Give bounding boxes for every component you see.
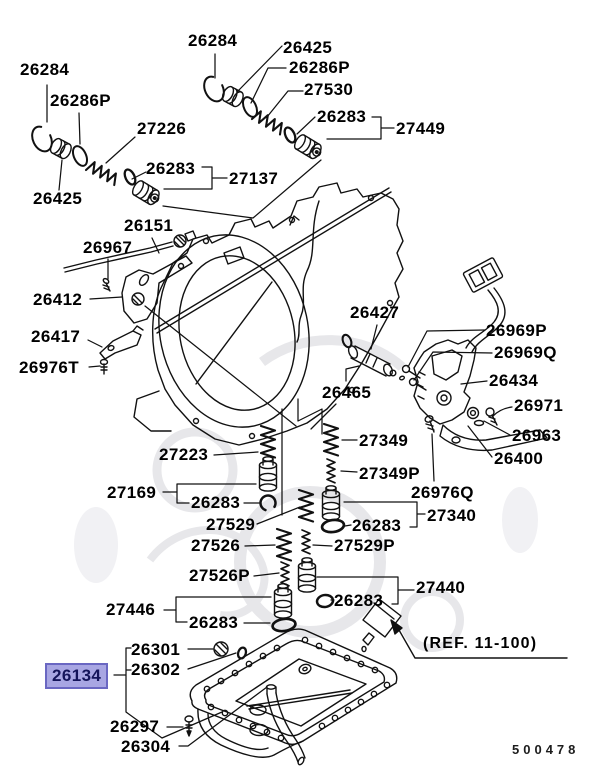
part-label-27169[interactable]: 27169 <box>107 483 157 502</box>
part-label-26302[interactable]: 26302 <box>131 660 181 679</box>
spring-27223 <box>261 426 275 458</box>
part-label-26976Q[interactable]: 26976Q <box>411 483 474 502</box>
spring-27349P <box>327 459 335 483</box>
part-label-26427[interactable]: 26427 <box>350 303 400 322</box>
part-label-27529[interactable]: 27529 <box>206 515 256 534</box>
part-label-26297[interactable]: 26297 <box>110 717 160 736</box>
part-label-26963[interactable]: 26963 <box>512 426 562 445</box>
pin-26967 <box>102 278 110 291</box>
plunger-27440 <box>299 558 316 592</box>
part-label-26283-1[interactable]: 26283 <box>146 159 196 178</box>
part-label-26283-5[interactable]: 26283 <box>334 591 384 610</box>
o-ring-26283 <box>321 519 344 534</box>
part-label-27223[interactable]: 27223 <box>159 445 209 464</box>
oil-pan <box>185 629 397 766</box>
part-label-27526[interactable]: 27526 <box>191 536 241 555</box>
part-label-26283-4[interactable]: 26283 <box>352 516 402 535</box>
part-label-26967[interactable]: 26967 <box>83 238 133 257</box>
part-label-27449[interactable]: 27449 <box>396 119 446 138</box>
part-label-27137[interactable]: 27137 <box>229 169 279 188</box>
part-label-26284-2[interactable]: 26284 <box>188 31 238 50</box>
part-label-26286P-2[interactable]: 26286P <box>289 58 351 77</box>
part-label-26151[interactable]: 26151 <box>124 216 174 235</box>
plunger-27446 <box>275 584 292 618</box>
spring-27526P <box>281 562 289 586</box>
part-label-26283-3[interactable]: 26283 <box>191 493 241 512</box>
bracket-26417 <box>100 326 143 359</box>
part-label-26425-2[interactable]: 26425 <box>283 38 333 57</box>
o-ring-icon <box>70 144 90 168</box>
part-label-26969P[interactable]: 26969P <box>486 321 548 340</box>
part-label-27349P[interactable]: 27349P <box>359 464 421 483</box>
part-label-26969Q[interactable]: 26969Q <box>494 343 557 362</box>
o-ring-26283 <box>316 594 334 608</box>
part-label-26417[interactable]: 26417 <box>31 327 81 346</box>
part-label-26284-1[interactable]: 26284 <box>20 60 70 79</box>
part-label-27526P[interactable]: 27526P <box>189 566 251 585</box>
part-label-26304[interactable]: 26304 <box>121 737 171 756</box>
part-label-26283-6[interactable]: 26283 <box>189 613 239 632</box>
part-label-26301[interactable]: 26301 <box>131 640 181 659</box>
nut-26963 <box>468 408 484 426</box>
valve-body-icon <box>292 133 324 161</box>
drain-plug-26301 <box>214 642 228 656</box>
part-label-26971[interactable]: 26971 <box>514 396 564 415</box>
part-label-26434[interactable]: 26434 <box>489 371 539 390</box>
part-label-27440[interactable]: 27440 <box>416 578 466 597</box>
gasket-26302 <box>237 647 248 660</box>
plunger-27340 <box>323 486 340 520</box>
drawing-number: 500478 <box>512 742 580 757</box>
terminal-ring <box>410 379 417 386</box>
part-label-27340[interactable]: 27340 <box>427 506 477 525</box>
part-label-26400[interactable]: 26400 <box>494 449 544 468</box>
part-label-26412[interactable]: 26412 <box>33 290 83 309</box>
part-label-26134-highlighted[interactable]: 26134 <box>45 663 108 689</box>
spring-27349 <box>324 424 338 456</box>
part-label-27530[interactable]: 27530 <box>304 80 354 99</box>
part-label-26286P-1[interactable]: 26286P <box>50 91 112 110</box>
part-label-27226[interactable]: 27226 <box>137 119 187 138</box>
part-label-26425-1[interactable]: 26425 <box>33 189 83 208</box>
part-label-27529P[interactable]: 27529P <box>334 536 396 555</box>
spring-icon <box>86 160 119 185</box>
part-label-26283-2[interactable]: 26283 <box>317 107 367 126</box>
part-label-27349[interactable]: 27349 <box>359 431 409 450</box>
bolt-26976T <box>101 360 108 375</box>
plunger-27169 <box>260 457 277 491</box>
part-label-26976T[interactable]: 26976T <box>19 358 80 377</box>
part-label-27446[interactable]: 27446 <box>106 600 156 619</box>
snap-ring-icon <box>28 123 55 154</box>
reference-note: (REF. 11-100) <box>423 635 538 652</box>
part-label-26465[interactable]: 26465 <box>322 383 372 402</box>
spring-valve-columns <box>258 424 344 633</box>
connector-icon <box>463 257 503 292</box>
spring-27529P <box>302 530 310 554</box>
spring-27526 <box>277 529 291 561</box>
